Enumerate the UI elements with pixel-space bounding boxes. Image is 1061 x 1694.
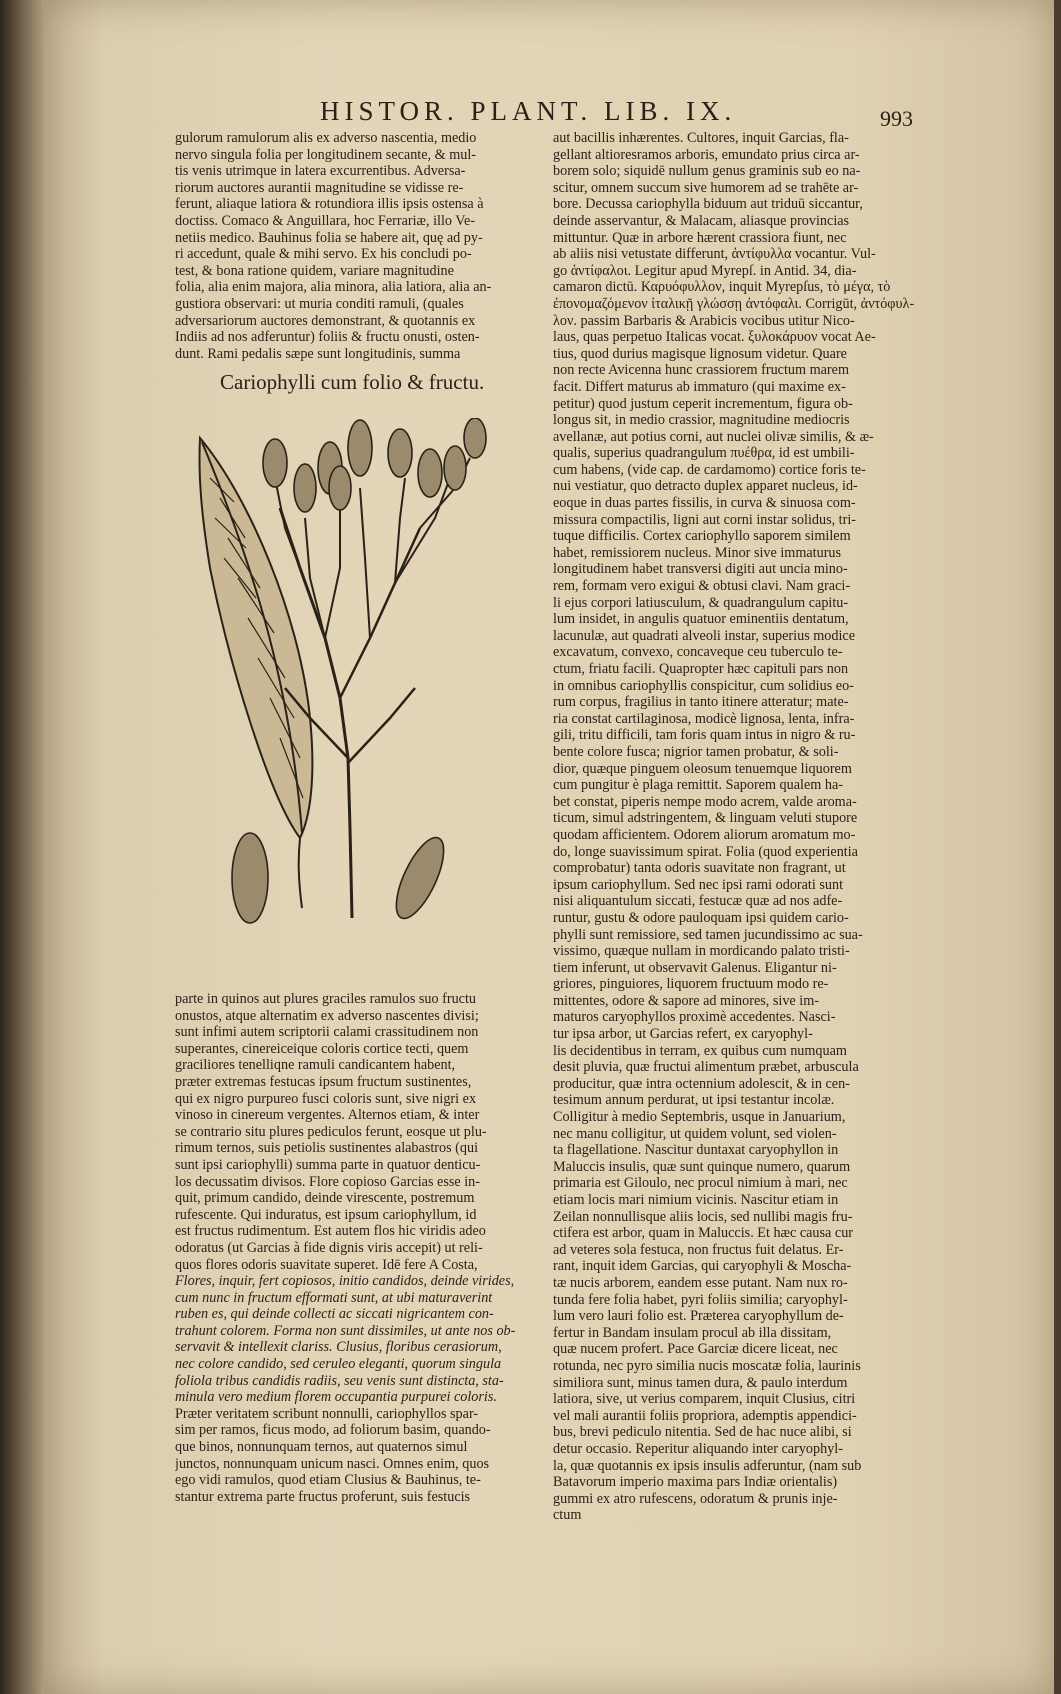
text-line: ta flagellatione. Nascitur duntaxat caryophyllon in [553,1142,839,1159]
text-line: longitudinem habet transversi digiti aut uncia mino- [553,561,848,578]
text-line: gellant altioresramos arboris, emundato prius circa ar- [553,146,860,163]
text-line: primaria est Giloulo, nec procul nimium à mari, nec [553,1175,848,1192]
left-column-top [175,130,541,362]
text-line: in omnibus cariophyllis conspicitur, cum solidius eo- [553,677,854,694]
text-line: ab aliis nisi vetustate differunt, ἀντίφυλλα vocantur. Vul- [553,246,876,263]
text-line: ri accedunt, quale & mihi servo. Ex his concludi po- [175,246,472,263]
text-line: facit. Differt maturus ab immaturo (qui maxime ex- [553,378,846,395]
text-line: quæ nucem profert. Pace Garciæ dicere liceat, nec [553,1341,838,1358]
text-line: los decussatim divisos. Flore copioso Garcias esse in- [175,1173,480,1190]
text-line: nui vestiatur, quo detracto duplex apparet nucleus, id- [553,478,858,495]
text-line: ctifera est arbor, quam in Maluccis. Et hæc causa cur [553,1225,854,1242]
facing-page-edge [0,0,48,1694]
text-line: longus sit, in medio crassior, magnitudine mediocris [553,412,850,429]
text-line: Batavorum imperio maxima pars Indiæ orientalis) [553,1474,838,1491]
text-line: producitur, quæ intra octennium adolescit, & in cen- [553,1075,850,1092]
text-line: rimum ternos, suis petiolis sustinentes alabastros (qui [175,1140,479,1157]
text-line: que binos, nonnunquam ternos, aut quaternos simul [175,1439,468,1456]
text-line: parte in quinos aut plures graciles ramulos suo fructu [175,991,477,1007]
text-line: phylli sunt remissiore, sed tamen jucundissimo ac sua- [553,926,863,943]
text-line: ticum, simul adstringentem, & linguam veluti stupore [553,810,858,827]
text-line: Zeilan nonnullisque aliis locis, sed nullibi magis fru- [553,1208,853,1225]
text-line: sunt infimi autem scriptorii calami crassitudinem non [175,1024,479,1041]
clove-bud [464,418,486,458]
text-line: quit, primum candido, deinde virescente, postremum [175,1190,475,1207]
text-line: ctum [553,1507,582,1524]
clove-bud [329,466,351,510]
clove-bud [348,420,372,476]
clove-branch-illustration [190,418,540,943]
branch [340,528,420,698]
text-line: folia, alia enim majora, alia minora, alia latiora, alia an- [175,279,492,296]
text-line: go ἀντίφαλοι. Legitur apud Myrepſ. in Antid. 34, dia- [553,262,857,279]
text-line: rufescente. Qui induratus, est ipsum cariophyllum, id [175,1206,477,1223]
page-edge-shadow [1054,0,1061,1694]
text-line: test, & bona ratione quidem, variare magnitudine [175,262,454,279]
text-line: borem solo; siquidē nullum genus graminis sub eo na- [553,163,861,180]
text-line: similiora sunt, minus tamen dura, & paulo interdum [553,1374,848,1391]
text-line: non recte Avicenna hunc crassiorem fructum marem [553,362,849,379]
text-line: foliola tribus candidis radiis, seu venis sunt distincta, sta- [175,1372,504,1389]
figure-caption: Cariophylli cum folio & fructu. [220,370,485,394]
text-line: gustiora observari: ut muria conditi ramuli, (quales [175,295,464,312]
text-line: bente colore fusca; nigrior tamen probatur, & soli- [553,743,839,760]
text-line: tius, quod durius magisque lignosum videtur. Quare [553,345,847,362]
text-line: ferunt, aliaque latiora & rotundiora illis ipsis ostensa à [175,196,484,213]
text-line: gulorum ramulorum alis ex adverso nascentia, medio [175,130,477,146]
text-line: præter extremas festucas ipsum fructum sustinentes, [175,1073,472,1090]
text-line: missura compactilis, ligni aut corni instar solidus, tri- [553,511,857,528]
text-line: rant, inquit idem Garcias, qui caryophyli & Moscha- [553,1258,852,1275]
text-line: qui ex nigro purpureo fusci coloris sunt, sive nigri ex [175,1090,477,1107]
text-line: adversariorum auctores demonstrant, & quotannis ex [175,312,476,329]
clove-bud [263,439,287,487]
single-clove [387,831,453,924]
clove-bud [444,446,466,490]
text-line: lum vero lauri folio est. Præterea caryophyllum de- [553,1308,844,1325]
clove-bud [418,449,442,497]
text-line: vissimo, quæque nullam in mordicando palato tristi- [553,943,850,960]
text-line: la, quæ quotannis ex ipsis insulis adferuntur, (nam sub [553,1457,862,1474]
text-line: ego vidi ramulos, quod etiam Clusius & Bauhinus, te- [175,1472,481,1489]
text-line: tis venis utrimque in latera excurrentibus. Adversa- [175,163,466,180]
text-line: minula vero medium florem occupantia purpurei coloris. [175,1389,497,1406]
text-line: netiis medico. Bauhinus folia se habere ait, quę ad py- [175,229,483,246]
text-line: stantur extrema parte fructus proferunt, suis festucis [175,1488,471,1505]
text-line: eoque in duas partes fissilis, in curva & sinuosa com- [553,495,856,512]
text-line: sunt ipsi cariophylli) summa parte in quatuor denticu- [175,1156,481,1173]
text-line: petitur) quod justum ceperit incrementum, figura ob- [553,395,853,412]
page-number: 993 [880,106,913,131]
text-line: ad veteres sola festuca, non fructus fuit delatus. Er- [553,1241,844,1258]
text-line: ctum, friatu facili. Quapropter hæc capituli pars non [553,661,849,677]
text-line: tiem inferunt, ut observavit Galenus. Eligantur ni- [553,959,837,976]
leaf-stalk [299,838,302,908]
text-line: desit pluvia, quæ fructui alimentum præbet, arbuscula [553,1059,859,1076]
text-line: maturos caryophyllos proximè accedentes. Nasci- [553,1009,836,1026]
text-line: comprobatur) tanta odoris suavitate non fragrant, ut [553,860,846,877]
text-line: vinoso in cinereum vergentes. Alternos etiam, & inter [175,1107,480,1124]
text-line: doctiss. Comaco & Anguillara, hoc Ferrariæ, illo Ve- [175,212,475,229]
left-column-bottom [175,991,535,1505]
text-line: onustos, atque alternatim ex adverso nascentes divisi; [175,1007,479,1024]
text-line: Præter veritatem scribunt nonnulli, cariophyllos spar- [175,1405,479,1422]
text-line: laus, quas perpetuo Italicas vocat. ξυλοκάρυον vocat Ae- [553,329,876,346]
text-line: cum habens, (vide cap. de cardamomo) cortice foris te- [553,461,866,478]
clove-bud [388,429,412,477]
text-line: tunda fere folia habet, pyri foliis similia; caryophyl- [553,1291,848,1308]
text-line: avellanæ, aut potius corni, aut nuclei olivæ similis, & æ- [553,428,874,445]
text-line: lis decidentibus in terram, ex quibus cum numquam [553,1042,847,1059]
text-line: excavatum, convexo, concaveque ceu tuberculo te- [553,644,843,661]
text-line: qualis, superius quadrangulum πυέθρα, id est umbili- [553,445,855,462]
text-line: griores, pinguiores, liquorem fructuum modo re- [553,976,829,993]
text-line: bus, brevi pediculo nitentia. Sed de hac nuce alibi, si [553,1424,852,1441]
text-line: odoratus (ut Garcias à fide dignis viris accepit) ut reli- [175,1239,483,1256]
text-line: nec colore candido, sed ceruleo eleganti, quorum singula [175,1356,502,1373]
text-line: mittuntur. Quæ in arbore hærent crassiora fiunt, nec [553,229,847,246]
text-line: nisi aliquantulum siccati, festucæ quæ ad nos adfe- [553,893,843,910]
text-line: cum pungitur è plaga remittit. Saporem qualem ha- [553,777,843,794]
clove-bud [294,464,316,512]
text-line: bore. Decussa cariophylla biduum aut triduū siccantur, [553,196,863,213]
text-line: Flores, inquir, fert copiosos, initio candidos, deinde virides, [175,1273,515,1290]
text-line: se contrario situ plures pediculos ferunt, eosque ut plu- [175,1123,487,1140]
text-line: runtur, gustu & odore pauloquam ipsi quidem cario- [553,909,849,926]
text-line: nec manu colligitur, ut quidem volunt, sed violen- [553,1125,837,1142]
text-line: tuque difficilis. Cortex cariophyllo saporem similem [553,528,851,545]
text-line: habet, remissiorem nucleus. Minor sive immaturus [553,544,842,561]
text-line: rotunda, nec pyro similia nucis moscatæ folia, laurinis [553,1357,861,1374]
text-line: trahunt colorem. Forma non sunt dissimiles, ut ante nos ob- [175,1322,516,1339]
text-line: quodam afficientem. Odorem aliorum aromatum mo- [553,826,856,843]
text-line: scitur, omnem succum sive humorem ad se trahēte ar- [553,179,859,196]
text-line: ria constat cartilaginosa, modicè lignosa, lenta, infra- [553,710,855,727]
text-line: graciliores tenelliqne ramuli candicantem habent, [175,1057,456,1074]
text-line: Colligitur à medio Septembris, usque in Januarium, [553,1109,846,1126]
text-line: ἐπονομαζόμενον ἰταλικῇ γλώσσῃ ἀντόφαλι. Corrigūt, ἀντόφυλ- [553,295,915,312]
text-line: lacunulæ, aut quadrati alveoli instar, superius modice [553,627,856,644]
text-line: nervo singula folia per longitudinem secante, & mul- [175,146,477,163]
text-line: tur ipsa arbor, ut Garcias refert, ex caryophyl- [553,1026,813,1043]
text-line: ipsum cariophyllum. Sed nec ipsi rami odorati sunt [553,876,844,893]
text-line: Indiis ad nos adferuntur) foliis & fructu onusti, osten- [175,329,480,346]
text-line: aut bacillis inhærentes. Cultores, inquit Garcias, fla- [553,130,849,146]
text-line: gili, tritu difficili, tam foris quam intus in nigro & ru- [553,727,856,744]
text-line: camaron dictū. Καρυόφυλλον, inquit Myrepſus, τὸ μέγα, τὸ [553,279,891,296]
text-line: quos flores odoris suavitate superet. Idē fere A Costa, [175,1256,478,1273]
text-line: rum corpus, fragilius in tanto itinere atteratur; mate- [553,694,849,711]
text-line: tesimum annum perdurat, ut ipsi testantur incolæ. [553,1092,835,1109]
text-line: lum insidet, in angulis quatuor eminentiis dentatum, [553,611,849,628]
text-line: rem, formam vero exigui & obtusi clavi. Nam graci- [553,578,851,595]
text-line: servavit & intellexit clariss. Clusius, floribus cerasiorum, [175,1339,502,1356]
text-line: est fructus rudimentum. Est autem flos hic viridis adeo [175,1223,486,1240]
single-clove [232,833,268,923]
text-line: vel mali aurantii foliis propriora, ademptis appendici- [553,1407,857,1424]
text-line: cum nunc in fructum efformati sunt, at ubi maturaverint [175,1289,493,1306]
text-line: λον. passim Barbaris & Arabicis vocibus utitur Nico- [553,312,855,329]
running-title: HISTOR. PLANT. LIB. IX. [320,96,737,126]
text-line: dunt. Rami pedalis sæpe sunt longitudinis, summa [175,345,461,362]
right-column [553,130,915,1524]
text-line: ruben es, qui deinde collecti ac siccati nigricantem con- [175,1306,494,1323]
text-line: superantes, cinereiceique coloris cortice tecti, quem [175,1040,469,1057]
text-line: Maluccis insulis, quæ sunt quinque numero, quarum [553,1158,851,1175]
text-line: deinde asservantur, & Malacam, aliasque provincias [553,212,850,229]
text-line: junctos, nonnunquam unicum nasci. Omnes enim, quos [175,1455,490,1472]
text-line: bet constat, piperis nempe modo acrem, valde aroma- [553,793,857,810]
woodcut-figure [190,418,540,943]
text-line: riorum auctores aurantii magnitudine se vidisse re- [175,179,464,196]
text-line: detur occasio. Reperitur aliquando inter caryophyl- [553,1440,843,1457]
text-line: latiora, sive, ut verius comparem, inquit Clusius, citri [553,1391,856,1408]
text-line: do, longe suavissimum spirat. Folia (quod experientia [553,843,858,860]
text-line: tæ nucis arborem, eandem esse putant. Nam nux ro- [553,1274,848,1291]
text-line: mittentes, odore & sapore ad minores, sive im- [553,992,819,1009]
text-line: fertur in Bandam insulam procul ab illa dissitam, [553,1324,832,1341]
text-line: sim per ramos, ficus modo, ad foliorum basim, quando- [175,1422,491,1439]
text-line: etiam locis mari nimium vicinis. Nascitur etiam in [553,1192,839,1208]
text-line: dior, quæque pinguem oleosum tenuemque liquorem [553,760,852,777]
text-line: gummi ex atro rufescens, odoratum & prunis inje- [553,1490,838,1507]
text-line: li ejus corpori latiusculum, & quadrangulum capitu- [553,594,849,611]
